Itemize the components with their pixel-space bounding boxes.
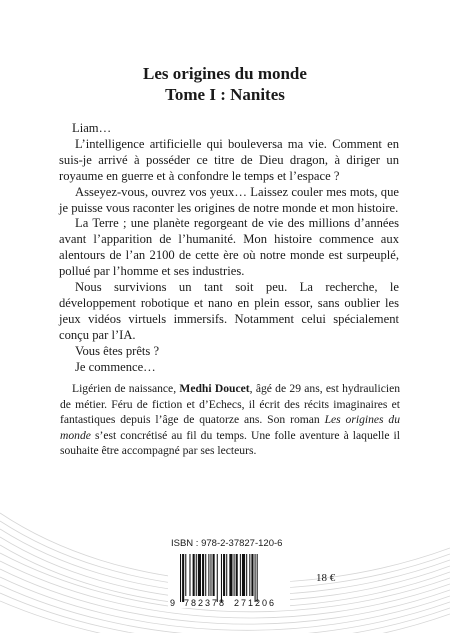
blurb-paragraph: Asseyez-vous, ouvrez vos yeux… Laissez couler mes mots, que je puisse vous raconter les origines de notre monde et mon histoire. bbox=[59, 184, 399, 215]
barcode-bar bbox=[205, 554, 206, 596]
barcode-bar bbox=[202, 554, 204, 596]
book-title-line1: Les origines du monde bbox=[143, 64, 307, 83]
bio-text: s’est concrétisé au fil du temps. Une folle aventure à laquelle il souhaite être accompagné par ses lecteurs. bbox=[60, 428, 400, 458]
blurb-paragraph: Liam… bbox=[72, 121, 112, 135]
price-label: 18 € bbox=[316, 572, 336, 584]
barcode-bar bbox=[242, 554, 245, 596]
blurb-paragraph: La Terre ; une planète regorgeant de vie des millions d’années avant l’apparition de l’humanité. Mon histoire commence aux alentours de l’an 2100 de cette ère où notre monde est surpeuplé, pollué par l’homme et ses industries. bbox=[59, 216, 399, 279]
barcode-left-digits: 782378 bbox=[184, 598, 227, 608]
barcode-bar bbox=[213, 554, 215, 596]
barcode-bar bbox=[249, 554, 250, 596]
bio-text: , âgé de 29 ans, est hydraulicien de métier. Féru de fiction et d’Echecs, il écrit des récits imaginaires et fantastiques depuis l’âge de quatorze ans. Son roman bbox=[60, 382, 401, 427]
barcode-bar bbox=[221, 554, 222, 602]
barcode-bar bbox=[251, 554, 253, 596]
barcode-bar bbox=[196, 554, 197, 596]
isbn-barcode bbox=[168, 552, 290, 608]
barcode-bar bbox=[236, 554, 238, 596]
barcode-bar bbox=[229, 554, 232, 596]
barcode-bar bbox=[198, 554, 201, 596]
bio-text: Ligérien de naissance, bbox=[72, 382, 180, 395]
barcode-right-digits: 271206 bbox=[234, 598, 277, 608]
barcode-bar bbox=[180, 554, 181, 602]
barcode-bar bbox=[208, 554, 209, 596]
barcode-bar bbox=[185, 554, 186, 596]
author-bio bbox=[60, 381, 400, 459]
barcode-bar bbox=[210, 554, 211, 596]
barcode-bar bbox=[217, 554, 218, 602]
book-title bbox=[0, 63, 450, 105]
barcode-lead-digit: 9 bbox=[170, 598, 176, 608]
isbn-label: ISBN : 978-2-37827-120-6 bbox=[171, 538, 283, 549]
barcode-bar bbox=[182, 554, 184, 602]
barcode-bar bbox=[226, 554, 227, 596]
blurb-paragraph: Je commence… bbox=[75, 359, 156, 374]
back-cover-blurb bbox=[59, 121, 399, 376]
blurb-paragraph: Nous survivions un tant soit peu. La recherche, le développement robotique et nano en plein essor, sans oublier les jeux vidéos virtuels immersifs. Notamment celui spécialement conçu par l’IA. bbox=[59, 280, 399, 342]
blurb-paragraph: Vous êtes prêts ? bbox=[75, 343, 160, 358]
barcode-bar bbox=[193, 554, 195, 596]
barcode-bar bbox=[255, 554, 256, 602]
barcode-bar bbox=[240, 554, 241, 596]
book-title-line2: Tome I : Nanites bbox=[165, 85, 285, 104]
barcode-bar bbox=[234, 554, 235, 596]
barcode-bar bbox=[189, 554, 190, 596]
author-name: Medhi Doucet bbox=[179, 382, 250, 395]
barcode-bar bbox=[257, 554, 258, 602]
blurb-paragraph: L’intelligence artificielle qui bouleversa ma vie. Comment en suis-je arrivé à posséder ce titre de Dieu dragon, à diriger un royaume en guerre et à confondre le temps et l’espace ? bbox=[59, 136, 399, 183]
barcode-bar bbox=[246, 554, 247, 596]
bio-book-title: Les origines du monde bbox=[60, 413, 401, 442]
barcode-bar bbox=[223, 554, 225, 596]
